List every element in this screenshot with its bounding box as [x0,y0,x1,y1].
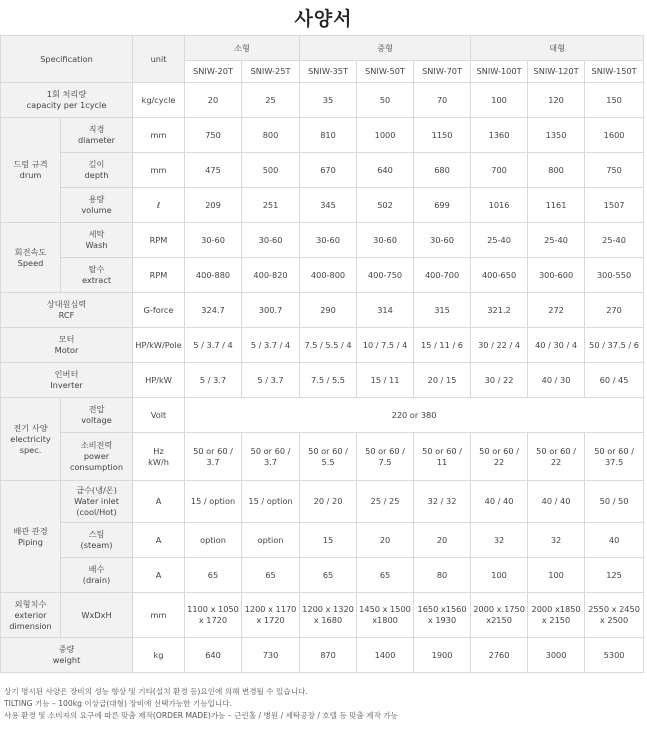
value-cell: 502 [357,188,414,223]
value-cell: 270 [585,293,644,328]
value-cell: 100 [471,83,528,118]
value-cell: 50 or 60 / 7.5 [357,433,414,481]
value-cell: 30 / 22 / 4 [471,328,528,363]
value-cell: 1161 [528,188,585,223]
spec-table [0,35,644,673]
value-cell: 1000 [357,118,414,153]
value-cell: 290 [300,293,357,328]
value-cell: 40 / 40 [528,481,585,523]
model-name: SNIW-50T [357,61,414,83]
value-cell: 1900 [414,638,471,673]
value-cell: 300-600 [528,258,585,293]
value-cell: 50 / 50 [585,481,644,523]
sub-label: 깊이 depth [61,153,133,188]
dimension-label: 외형치수 exterior dimension [1,593,61,638]
unit-cell: G-force [133,293,185,328]
value-cell: 670 [300,153,357,188]
value-cell: 400-650 [471,258,528,293]
inverter-row [1,363,644,398]
value-cell: 25 / 25 [357,481,414,523]
group-medium: 중형 [300,36,471,61]
value-cell: 1200 x 1170 x 1720 [242,593,300,638]
value-cell: 272 [528,293,585,328]
model-name: SNIW-25T [242,61,300,83]
value-cell: 50 or 60 / 22 [471,433,528,481]
value-cell: 3000 [528,638,585,673]
value-cell: 100 [528,558,585,593]
value-cell: 15 / option [185,481,242,523]
drum-label: 드럼 규격 drum [1,118,61,223]
value-cell: 15 [300,523,357,558]
sub-label: 용량 volume [61,188,133,223]
value-cell: 50 or 60 / 37.5 [585,433,644,481]
piping-drain-row [1,558,644,593]
value-cell: 800 [242,118,300,153]
elec-power-row [1,433,644,481]
value-cell: 5 / 3.7 [185,363,242,398]
piping-steam-row [1,523,644,558]
value-cell: 640 [357,153,414,188]
speed-label: 회전속도 Speed [1,223,61,293]
model-name: SNIW-150T [585,61,644,83]
dimension-row [1,593,644,638]
sub-label: 급수(냉/온) Water inlet (cool/Hot) [61,481,133,523]
unit-cell: RPM [133,223,185,258]
unit-cell: A [133,481,185,523]
model-name: SNIW-20T [185,61,242,83]
value-cell: 15 / 11 / 6 [414,328,471,363]
unit-cell: ℓ [133,188,185,223]
value-cell: 65 [300,558,357,593]
value-cell: 30 / 22 [471,363,528,398]
footnote: TILTING 기능 – 100kg 이상급(대형) 장비에 선택가능한 기능입니다. [4,699,232,708]
motor-row [1,328,644,363]
unit-cell: mm [133,593,185,638]
row-label: 중량 weight [1,638,133,673]
voltage-value: 220 or 380 [185,398,644,433]
value-cell: 35 [300,83,357,118]
piping-label: 배관 관경 Piping [1,481,61,593]
speed-wash-row [1,223,644,258]
value-cell: 125 [585,558,644,593]
drum-volume-row [1,188,644,223]
value-cell: 5 / 3.7 [242,363,300,398]
value-cell: 1100 x 1050 x 1720 [185,593,242,638]
value-cell: 1016 [471,188,528,223]
drum-diameter-row [1,118,644,153]
value-cell: option [242,523,300,558]
value-cell: 65 [185,558,242,593]
rcf-row [1,293,644,328]
value-cell: 400-820 [242,258,300,293]
value-cell: 2000 x 1750 x2150 [471,593,528,638]
value-cell: 30-60 [357,223,414,258]
value-cell: 300-550 [585,258,644,293]
capacity-row [1,83,644,118]
value-cell: 730 [242,638,300,673]
value-cell: 209 [185,188,242,223]
unit-cell: HP/kW [133,363,185,398]
value-cell: 30-60 [185,223,242,258]
value-cell: 640 [185,638,242,673]
page-title: 사양서 [294,8,353,30]
value-cell: 2760 [471,638,528,673]
value-cell: 810 [300,118,357,153]
drum-depth-row [1,153,644,188]
sub-label: 탈수 extract [61,258,133,293]
unit-header: unit [133,36,185,83]
value-cell: 500 [242,153,300,188]
value-cell: 30-60 [242,223,300,258]
value-cell: 25 [242,83,300,118]
value-cell: 1600 [585,118,644,153]
speed-extract-row [1,258,644,293]
value-cell: 150 [585,83,644,118]
value-cell: 32 / 32 [414,481,471,523]
piping-inlet-row [1,481,644,523]
sub-label: 세탁 Wash [61,223,133,258]
value-cell: 25-40 [471,223,528,258]
value-cell: 700 [471,153,528,188]
group-large: 대형 [471,36,644,61]
value-cell: 400-750 [357,258,414,293]
value-cell: 20 [414,523,471,558]
value-cell: 20 [185,83,242,118]
unit-cell: HP/kW/Pole [133,328,185,363]
footnote: 사용 환경 및 소비자의 요구에 따른 맞춤 제작(ORDER MADE)가능 – 근린홀 / 병원 / 세탁공장 / 호텔 등 맞춤 제작 가능 [4,711,398,720]
value-cell: 2000 x1850 x 2150 [528,593,585,638]
elec-voltage-row [1,398,644,433]
value-cell: 60 / 45 [585,363,644,398]
value-cell: 400-700 [414,258,471,293]
value-cell: 20 [357,523,414,558]
value-cell: 1507 [585,188,644,223]
value-cell: 65 [242,558,300,593]
value-cell: 1350 [528,118,585,153]
value-cell: 32 [528,523,585,558]
value-cell: 50 [357,83,414,118]
value-cell: 750 [185,118,242,153]
value-cell: 50 or 60 / 3.7 [242,433,300,481]
row-label: 상대원심력 RCF [1,293,133,328]
value-cell: 400-800 [300,258,357,293]
value-cell: 1450 x 1500 x1800 [357,593,414,638]
value-cell: 100 [471,558,528,593]
value-cell: 25-40 [585,223,644,258]
value-cell: 1400 [357,638,414,673]
value-cell: 65 [357,558,414,593]
value-cell: 50 or 60 / 3.7 [185,433,242,481]
sub-label: 스팀 (steam) [61,523,133,558]
value-cell: 30-60 [300,223,357,258]
value-cell: 321.2 [471,293,528,328]
unit-cell: kg/cycle [133,83,185,118]
unit-cell: mm [133,118,185,153]
value-cell: 40 [585,523,644,558]
unit-cell: Volt [133,398,185,433]
value-cell: 750 [585,153,644,188]
value-cell: 40 / 40 [471,481,528,523]
sub-label: WxDxH [61,593,133,638]
value-cell: 50 or 60 / 11 [414,433,471,481]
value-cell: 40 / 30 [528,363,585,398]
value-cell: 345 [300,188,357,223]
value-cell: 400-880 [185,258,242,293]
value-cell: 120 [528,83,585,118]
model-name: SNIW-70T [414,61,471,83]
value-cell: 15 / option [242,481,300,523]
value-cell: 300.7 [242,293,300,328]
unit-cell: A [133,523,185,558]
value-cell: 7.5 / 5.5 / 4 [300,328,357,363]
unit-cell: RPM [133,258,185,293]
value-cell: 2550 x 2450 x 2500 [585,593,644,638]
model-name: SNIW-100T [471,61,528,83]
row-label: 모터 Motor [1,328,133,363]
value-cell: 20 / 20 [300,481,357,523]
value-cell: 251 [242,188,300,223]
sub-label: 전압 voltage [61,398,133,433]
value-cell: 5300 [585,638,644,673]
value-cell: 10 / 7.5 / 4 [357,328,414,363]
row-label: 인버터 Inverter [1,363,133,398]
value-cell: 32 [471,523,528,558]
row-label: 1회 처리량 capacity per 1cycle [1,83,133,118]
footnote: 상기 명시된 사양은 장비의 성능 향상 및 기타(설치 환경 등)요인에 의해 변경될 수 있습니다. [4,687,308,696]
model-name: SNIW-120T [528,61,585,83]
footnotes [4,686,398,722]
value-cell: 7.5 / 5.5 [300,363,357,398]
value-cell: 870 [300,638,357,673]
value-cell: 314 [357,293,414,328]
unit-cell: mm [133,153,185,188]
value-cell: 40 / 30 / 4 [528,328,585,363]
model-name: SNIW-35T [300,61,357,83]
elec-label: 전기 사양 electricity spec. [1,398,61,481]
value-cell: 15 / 11 [357,363,414,398]
sub-label: 소비전력 power consumption [61,433,133,481]
value-cell: 80 [414,558,471,593]
value-cell: 50 / 37.5 / 6 [585,328,644,363]
sub-label: 배수 (drain) [61,558,133,593]
value-cell: 699 [414,188,471,223]
weight-row [1,638,644,673]
value-cell: 5 / 3.7 / 4 [242,328,300,363]
value-cell: 315 [414,293,471,328]
unit-cell: Hz kW/h [133,433,185,481]
unit-cell: A [133,558,185,593]
value-cell: 50 or 60 / 22 [528,433,585,481]
value-cell: 475 [185,153,242,188]
spec-header: Specification [1,36,133,83]
value-cell: 680 [414,153,471,188]
value-cell: option [185,523,242,558]
value-cell: 1200 x 1320 x 1680 [300,593,357,638]
value-cell: 1360 [471,118,528,153]
group-small: 소형 [185,36,300,61]
value-cell: 30-60 [414,223,471,258]
value-cell: 1150 [414,118,471,153]
sub-label: 직경 diameter [61,118,133,153]
value-cell: 25-40 [528,223,585,258]
value-cell: 70 [414,83,471,118]
unit-cell: kg [133,638,185,673]
value-cell: 5 / 3.7 / 4 [185,328,242,363]
value-cell: 50 or 60 / 5.5 [300,433,357,481]
header-row [1,36,644,61]
value-cell: 324.7 [185,293,242,328]
value-cell: 800 [528,153,585,188]
value-cell: 20 / 15 [414,363,471,398]
value-cell: 1650 x1560 x 1930 [414,593,471,638]
